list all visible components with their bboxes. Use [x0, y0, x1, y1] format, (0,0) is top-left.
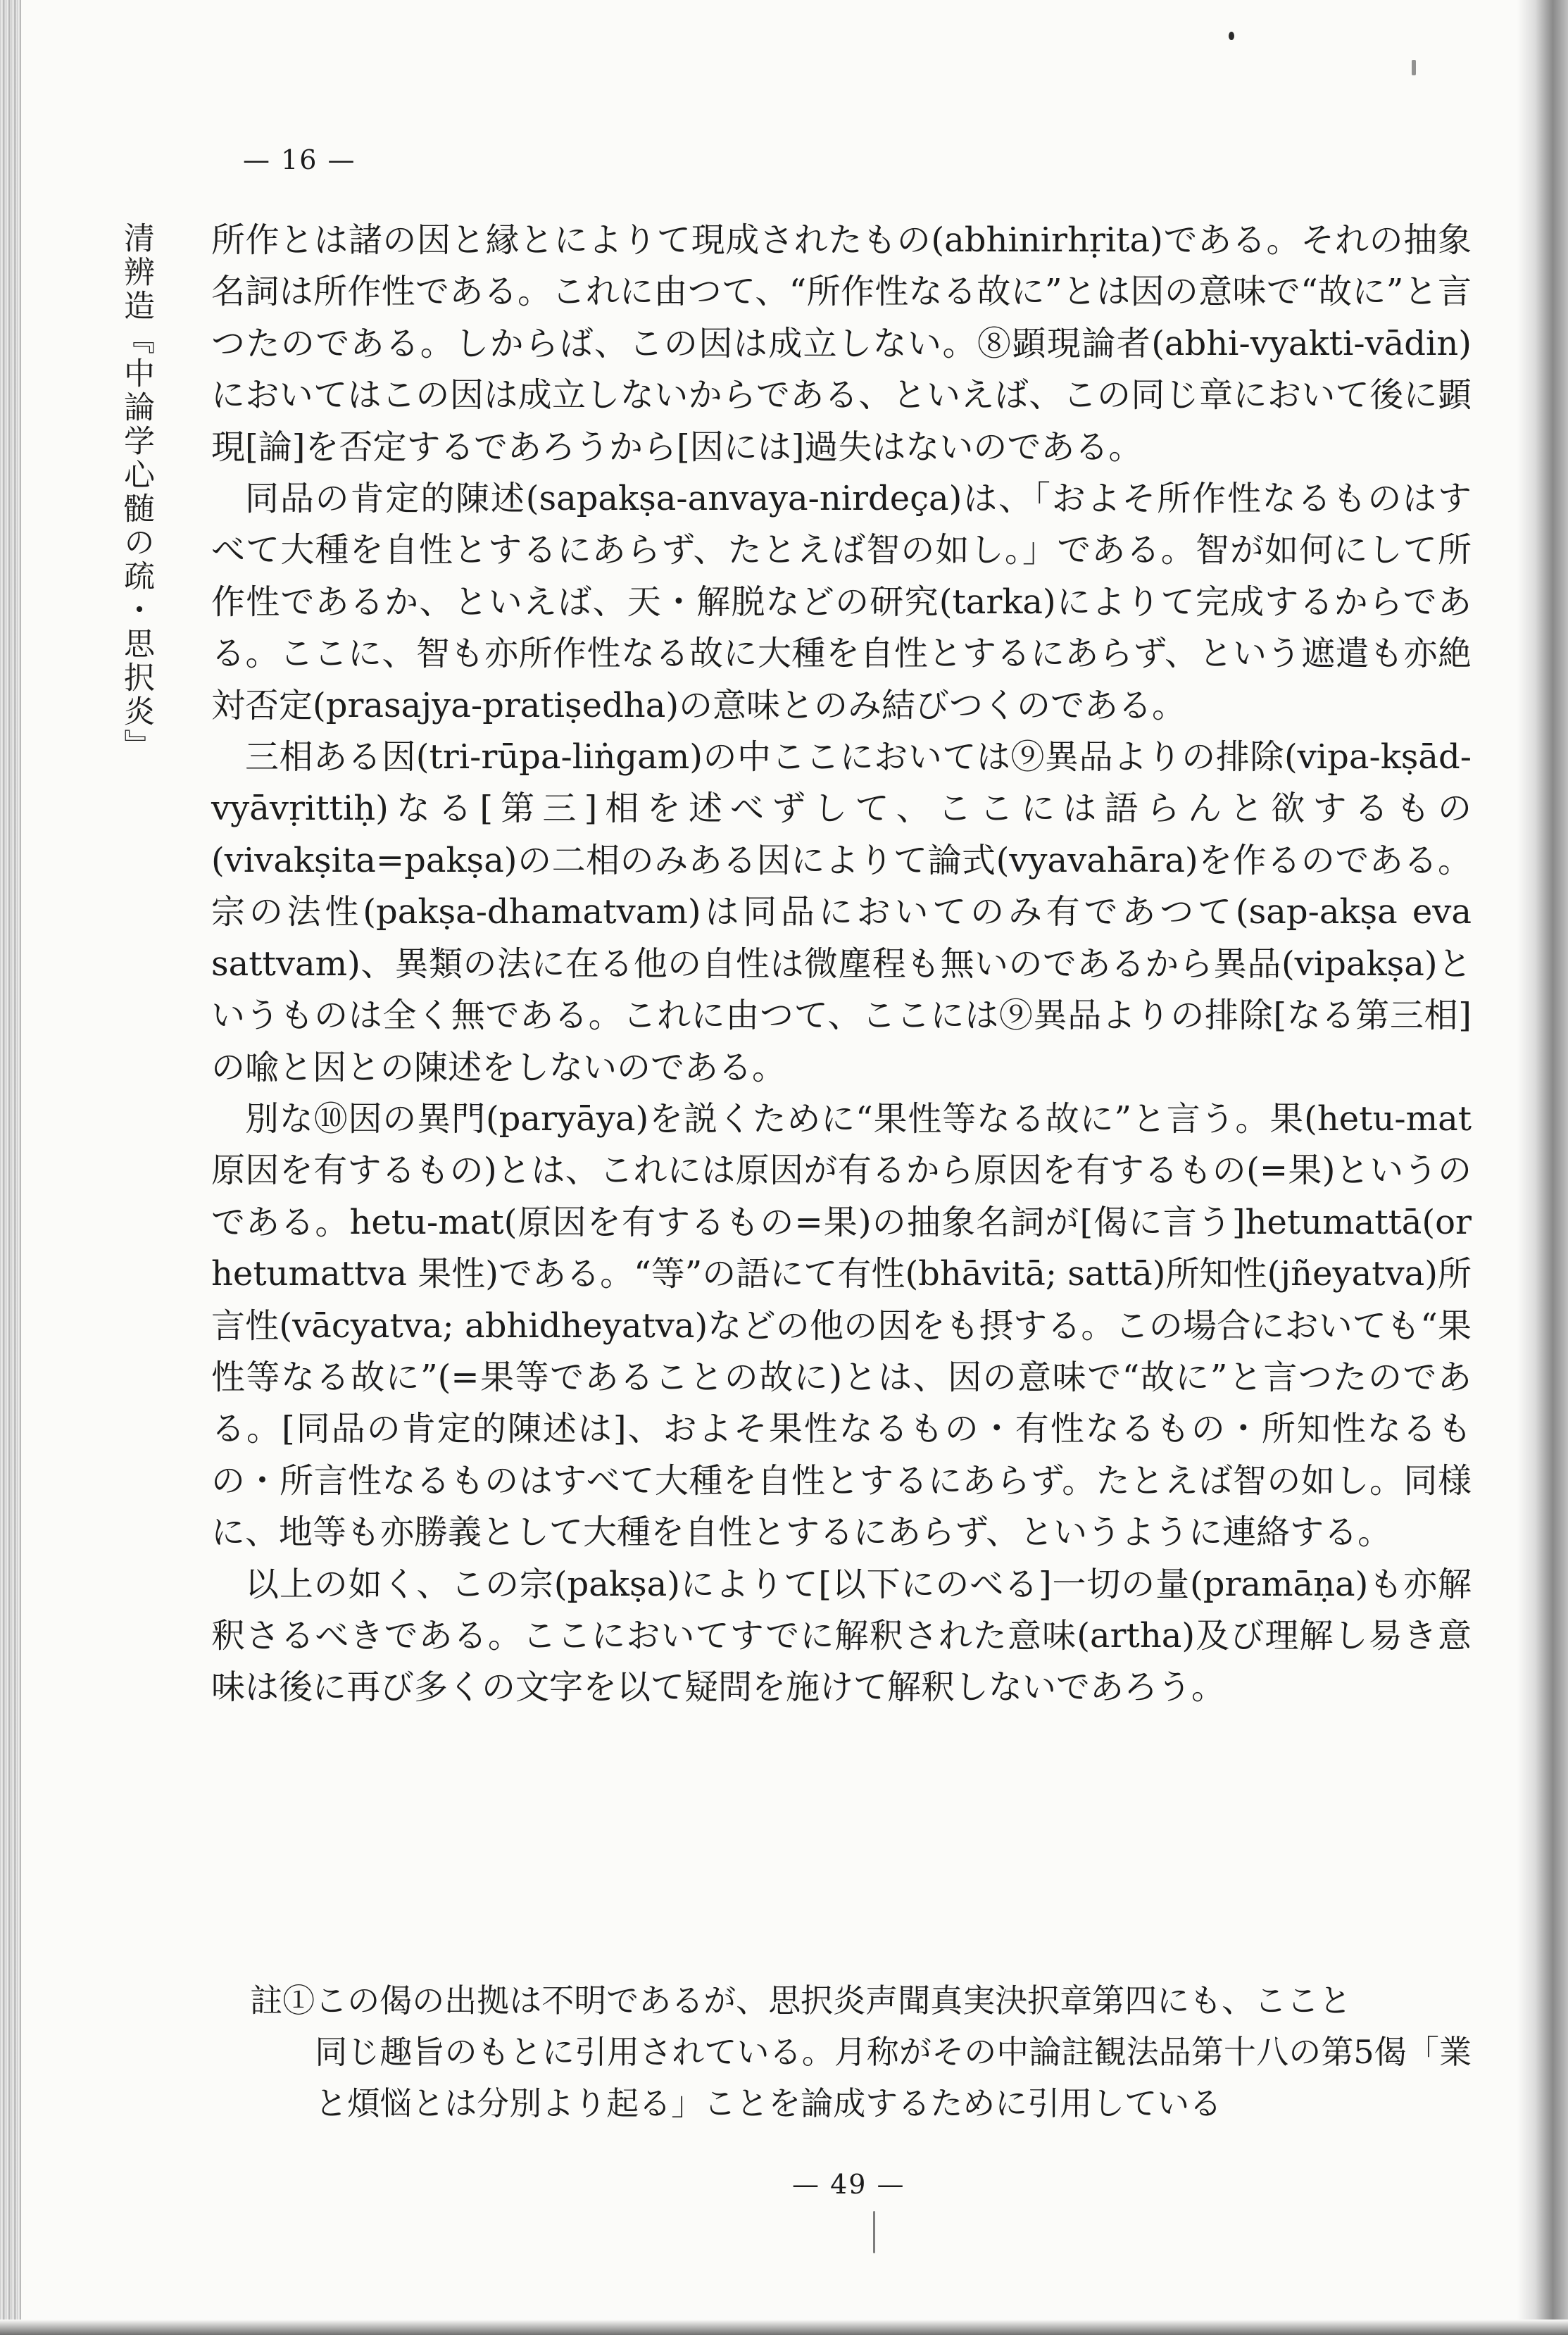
paragraph: 同品の肯定的陳述(sapakṣa-anvaya-nirdeça)は、「およそ所作性なるものはすべて大種を自性とするにあらず、たとえば智の如し。」である。智が如何にして所作性であるか、といえば、天・解脱などの研究(tarka)によりて完成するからである。ここに、智も亦所作性なる故に大種を自性とするにあらず、という遮遣も亦絶対否定(prasajya-pratiṣedha)の意味とのみ結びつくのである。	[211, 479, 1472, 725]
footnote-continuation: 同じ趣旨のもとに引用されている。月称がその中論註観法品第十八の第5偈「業と煩悩とは分別より起る」ことを論成するために引用している	[315, 2033, 1472, 2122]
paragraph: 三相ある因(tri-rūpa-liṅgam)の中ここにおいては⑨異品よりの排除(vipa-kṣād-vyāvṛittiḥ)なる[第三]相を述べずして、ここには語らんと欲するもの(vivakṣita=pakṣa)の二相のみある因によりて論式(vyavahāra)を作るのである。宗の法性(pakṣa-dhamatvam)は同品においてのみ有であつて(sap-akṣa eva sattvam)、異類の法に在る他の自性は微塵程も無いのであるから異品(vipakṣa)というものは全く無である。これに由つて、ここには⑨異品よりの排除[なる第三相]の喩と因との陳述をしないのである。	[211, 737, 1472, 1087]
page-left-edge-shadow	[0, 0, 21, 2335]
footnote-first-line: 註①この偈の出拠は不明であるが、思択炎声聞真実決択章第四にも、ここと	[250, 1982, 1352, 2020]
scan-speck	[873, 2211, 875, 2253]
scan-speck	[1412, 60, 1416, 75]
footnote	[211, 1975, 1472, 2129]
paragraph: 所作とは諸の因と縁とによりて現成されたもの(abhinirhṛita)である。それの抽象名詞は所作性である。これに由つて、“所作性なる故に”とは因の意味で“故に”と言つたのである。しからば、この因は成立しない。⑧顕現論者(abhi-vyakti-vādin)においてはこの因は成立しないからである、といえば、この同じ章において後に顕現[論]を否定するであろうから[因には]過失はないのである。	[211, 220, 1472, 467]
scan-speck	[1229, 32, 1234, 40]
paragraph: 別な⑩因の異門(paryāya)を説くために“果性等なる故に”と言う。果(hetu-mat 原因を有するもの)とは、これには原因が有るから原因を有するもの(=果)というのである。hetu-mat(原因を有するもの=果)の抽象名詞が[偈に言う]hetumattā(or hetumattva 果性)である。“等”の語にて有性(bhāvitā; sattā)所知性(jñeyatva)所言性(vācyatva; abhidheyatva)などの他の因をも摂する。この場合においても“果性等なる故に”(=果等であることの故に)とは、因の意味で“故に”と言つたのである。[同品の肯定的陳述は]、およそ果性なるもの・有性なるもの・所知性なるもの・所言性なるものはすべて大種を自性とするにあらず。たとえば智の如し。同様に、地等も亦勝義として大種を自性とするにあらず、というように連絡する。	[211, 1098, 1472, 1553]
page-bottom-edge-shadow	[0, 2320, 1568, 2335]
page-right-edge-shadow	[1517, 0, 1568, 2335]
bottom-page-number: — 49 —	[792, 2169, 905, 2200]
running-title: 清辨造『中論学心髄の疏・思択炎』	[118, 222, 154, 763]
body-text	[211, 215, 1472, 1714]
paragraph: 以上の如く、この宗(pakṣa)によりて[以下にのべる]一切の量(pramāṇa)も亦解釈さるべきである。ここにおいてすでに解釈された意味(artha)及び理解し易き意味は後に再び多くの文字を以て疑問を施けて解釈しないであろう。	[211, 1564, 1472, 1708]
top-page-number: — 16 —	[243, 144, 356, 175]
